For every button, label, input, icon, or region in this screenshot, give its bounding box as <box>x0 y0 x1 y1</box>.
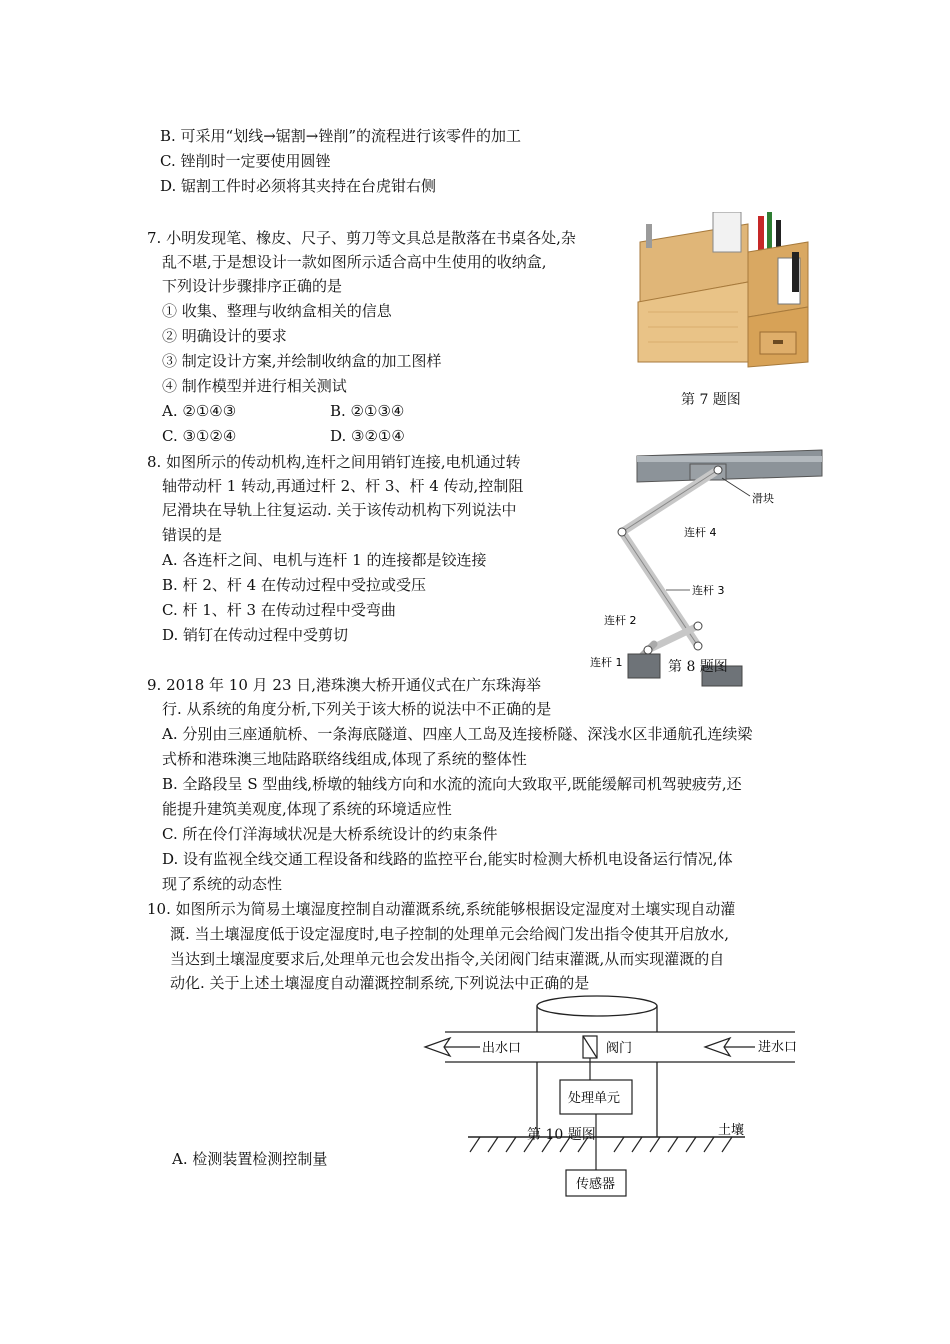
q7-stem-line3: 下列设计步骤排序正确的是 <box>162 277 343 295</box>
q7-stem-line1: 7. 小明发现笔、橡皮、尺子、剪刀等文具总是散落在书桌各处,杂 <box>147 229 576 247</box>
q8-stem-line2: 轴带动杆 1 转动,再通过杆 2、杆 3、杆 4 传动,控制阻 <box>162 477 524 495</box>
q7-step-2: ② 明确设计的要求 <box>162 327 287 345</box>
q8-stem-line3: 尼滑块在导轨上往复运动. 关于该传动机构下列说法中 <box>162 501 517 519</box>
label-inlet: 进水口 <box>758 1040 798 1055</box>
q9-option-b-line2: 能提升建筑美观度,体现了系统的环境适应性 <box>162 800 452 818</box>
q7-option-a: A. ②①④③ <box>162 402 237 420</box>
q9-option-c: C. 所在伶仃洋海域状况是大桥系统设计的约束条件 <box>162 825 498 843</box>
label-slider: 滑块 <box>752 492 774 505</box>
figure-10-caption: 第 10 题图 <box>527 1127 596 1143</box>
q8-option-b: B. 杆 2、杆 4 在传动过程中受拉或受压 <box>162 576 426 594</box>
q8-stem-line4: 错误的是 <box>162 526 223 544</box>
q8-option-d: D. 销钉在传动过程中受剪切 <box>162 626 349 644</box>
q9-stem-line2: 行. 从系统的角度分析,下列关于该大桥的说法中不正确的是 <box>162 700 552 718</box>
q10-option-a: A. 检测装置检测控制量 <box>172 1150 328 1168</box>
label-rod2: 连杆 2 <box>604 614 637 627</box>
irrigation-system-figure <box>420 992 810 1206</box>
q8-option-c: C. 杆 1、杆 3 在传动过程中受弯曲 <box>162 601 396 619</box>
q7-step-1: ① 收集、整理与收纳盒相关的信息 <box>162 302 392 320</box>
label-processor: 处理单元 <box>568 1091 621 1106</box>
q7-stem-line2: 乱不堪,于是想设计一款如图所示适合高中生使用的收纳盒, <box>162 253 547 271</box>
label-rod4: 连杆 4 <box>684 526 717 539</box>
q10-stem-line4: 动化. 关于上述土壤湿度自动灌溉控制系统,下列说法中正确的是 <box>170 974 590 992</box>
label-valve: 阀门 <box>606 1041 633 1056</box>
q8-option-a: A. 各连杆之间、电机与连杆 1 的连接都是铰连接 <box>162 551 487 569</box>
q7-option-c: C. ③①②④ <box>162 427 237 445</box>
figure-8-caption: 第 8 题图 <box>668 659 728 675</box>
q7-step-3: ③ 制定设计方案,并绘制收纳盒的加工图样 <box>162 352 442 370</box>
q9-option-a-line1: A. 分别由三座通航桥、一条海底隧道、四座人工岛及连接桥隧、深浅水区非通航孔连续梁 <box>162 725 753 743</box>
label-soil: 土壤 <box>718 1123 745 1138</box>
q6-option-c: C. 锉削时一定要使用圆锉 <box>160 152 331 170</box>
q7-option-b: B. ②①③④ <box>330 402 405 420</box>
q7-option-d: D. ③②①④ <box>330 427 405 445</box>
q10-stem-line3: 当达到土壤湿度要求后,处理单元也会发出指令,关闭阀门结束灌溉,从而实现灌溉的自 <box>170 950 725 968</box>
q7-step-4: ④ 制作模型并进行相关测试 <box>162 377 347 395</box>
label-outlet: 出水口 <box>482 1041 522 1056</box>
label-rod3: 连杆 3 <box>692 584 725 597</box>
figure-7-caption: 第 7 题图 <box>681 392 741 408</box>
label-rod1: 连杆 1 <box>590 656 623 669</box>
q6-option-b: B. 可采用“划线→锯割→锉削”的流程进行该零件的加工 <box>160 127 522 145</box>
q10-stem-line1: 10. 如图所示为简易土壤湿度控制自动灌溉系统,系统能够根据设定湿度对土壤实现自动灌 <box>147 900 736 918</box>
q9-option-d-line1: D. 设有监视全线交通工程设备和线路的监控平台,能实时检测大桥机电设备运行情况,体 <box>162 850 733 868</box>
q8-stem-line1: 8. 如图所示的传动机构,连杆之间用销钉连接,电机通过转 <box>147 453 521 471</box>
storage-box-figure <box>628 212 818 378</box>
q9-option-d-line2: 现了系统的动态性 <box>162 875 283 893</box>
q9-option-b-line1: B. 全路段呈 S 型曲线,桥墩的轴线方向和水流的流向大致取平,既能缓解司机驾驶疲劳,还 <box>162 775 742 793</box>
q6-option-d: D. 锯割工件时必须将其夹持在台虎钳右侧 <box>160 177 437 195</box>
q10-stem-line2: 溉. 当土壤湿度低于设定湿度时,电子控制的处理单元会给阀门发出指令使其开启放水, <box>170 925 730 943</box>
q9-option-a-line2: 式桥和港珠澳三地陆路联络线组成,体现了系统的整体性 <box>162 750 527 768</box>
label-sensor: 传感器 <box>576 1177 616 1192</box>
q9-stem-line1: 9. 2018 年 10 月 23 日,港珠澳大桥开通仪式在广东珠海举 <box>147 676 542 694</box>
